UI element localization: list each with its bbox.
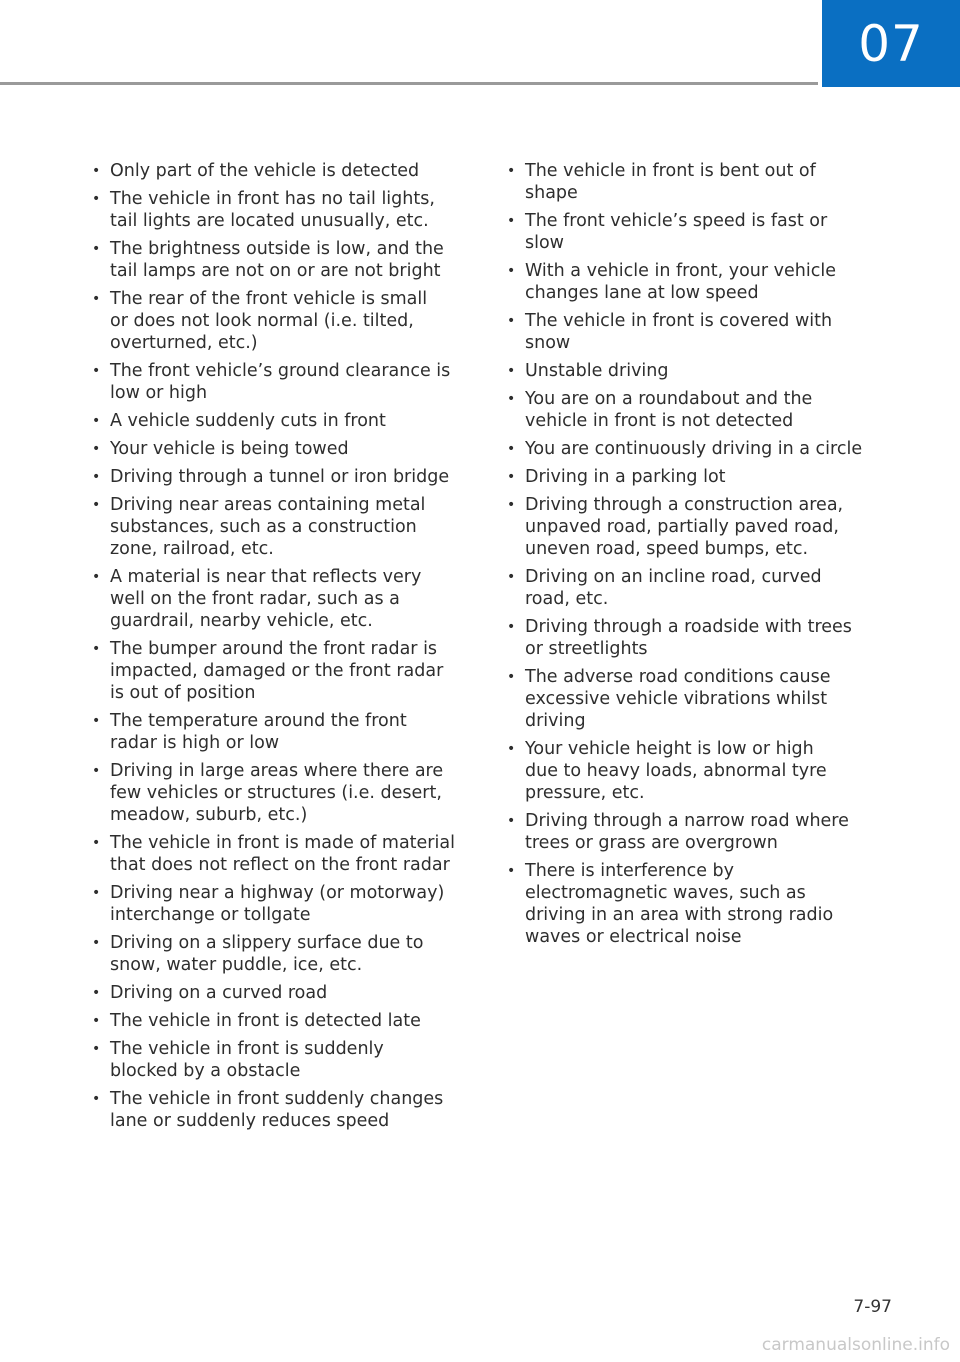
list-item: • Driving through a construction area, unpaved road, partially paved road, uneven road, speed bumps, etc. [505,494,885,560]
list-item: • Driving in large areas where there are few vehicles or structures (i.e. desert, meadow, suburb, etc.) [90,760,470,826]
list-item: • The front vehicle’s ground clearance is low or high [90,360,470,404]
list-item: • The vehicle in front is detected late [90,1010,470,1032]
list-item: • The front vehicle’s speed is fast or slow [505,210,885,254]
list-item: • The vehicle in front has no tail lights, tail lights are located unusually, etc. [90,188,470,232]
list-item: • A vehicle suddenly cuts in front [90,410,470,432]
list-item: • Only part of the vehicle is detected [90,160,470,182]
list-item: • Driving near areas containing metal substances, such as a construction zone, railroad, etc. [90,494,470,560]
list-item: • The vehicle in front is covered with snow [505,310,885,354]
list-item: • Your vehicle is being towed [90,438,470,460]
list-item: • The vehicle in front suddenly changes lane or suddenly reduces speed [90,1088,470,1132]
list-item: • With a vehicle in front, your vehicle changes lane at low speed [505,260,885,304]
chapter-tab [822,0,960,87]
list-item: • The adverse road conditions cause excessive vehicle vibrations whilst driving [505,666,885,732]
header-rule [0,82,818,85]
list-item: • Unstable driving [505,360,885,382]
list-item: • Driving near a highway (or motorway) interchange or tollgate [90,882,470,926]
list-item: • Driving on a curved road [90,982,470,1004]
right-bullet-list [505,160,885,954]
list-item: • The vehicle in front is suddenly blocked by a obstacle [90,1038,470,1082]
list-item: • The vehicle in front is made of material that does not reflect on the front radar [90,832,470,876]
list-item: • There is interference by electromagnetic waves, such as driving in an area with strong radio waves or electrical noise [505,860,885,948]
footer-watermark: carmanualsonline.info [761,1335,950,1355]
list-item: • Driving through a roadside with trees or streetlights [505,616,885,660]
page-number: 7-97 [853,1297,892,1317]
list-item: • Driving through a narrow road where trees or grass are overgrown [505,810,885,854]
list-item: • You are on a roundabout and the vehicle in front is not detected [505,388,885,432]
list-item: • A material is near that reflects very well on the front radar, such as a guardrail, nearby vehicle, etc. [90,566,470,632]
left-bullet-list [90,160,470,1138]
chapter-number: 07 [858,14,924,73]
list-item: • The temperature around the front radar is high or low [90,710,470,754]
list-item: • The bumper around the front radar is impacted, damaged or the front radar is out of position [90,638,470,704]
list-item: • Driving on a slippery surface due to snow, water puddle, ice, etc. [90,932,470,976]
list-item: • The vehicle in front is bent out of shape [505,160,885,204]
list-item: • You are continuously driving in a circle [505,438,885,460]
list-item: • Driving through a tunnel or iron bridge [90,466,470,488]
list-item: • The rear of the front vehicle is small or does not look normal (i.e. tilted, overturned, etc.) [90,288,470,354]
list-item: • Your vehicle height is low or high due to heavy loads, abnormal tyre pressure, etc. [505,738,885,804]
list-item: • Driving on an incline road, curved road, etc. [505,566,885,610]
list-item: • Driving in a parking lot [505,466,885,488]
list-item: • The brightness outside is low, and the tail lamps are not on or are not bright [90,238,470,282]
